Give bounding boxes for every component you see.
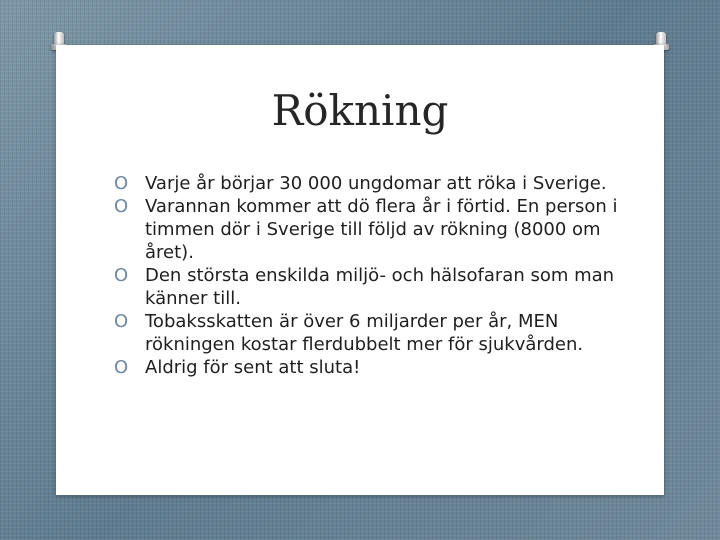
- bullet-text: Varje år börjar 30 000 ungdomar att röka i Sverige.: [145, 173, 607, 194]
- bullet-list: [114, 172, 634, 379]
- bullet-text: Aldrig för sent att sluta!: [145, 357, 361, 378]
- bullet-marker-icon: O: [114, 265, 129, 286]
- bullet-marker-icon: O: [114, 173, 129, 194]
- bullet-text: Varannan kommer att dö flera år i förtid. En person i timmen dör i Sverige till följd av rökning (8000 om året).: [145, 196, 618, 263]
- slide-title: Rökning: [271, 86, 449, 135]
- bullet-item: [114, 310, 634, 356]
- bullet-item: [114, 172, 634, 195]
- bullet-marker-icon: O: [114, 357, 129, 378]
- bullet-item: [114, 195, 634, 264]
- bullet-marker-icon: O: [114, 311, 129, 332]
- bullet-item: [114, 264, 634, 310]
- bullet-text: Den största enskilda miljö- och hälsofaran som man känner till.: [145, 265, 615, 309]
- bullet-text: Tobaksskatten är över 6 miljarder per år, MEN rökningen kostar flerdubbelt mer för sjukvården.: [145, 311, 584, 355]
- bullet-item: [114, 356, 634, 379]
- bullet-marker-icon: O: [114, 196, 129, 217]
